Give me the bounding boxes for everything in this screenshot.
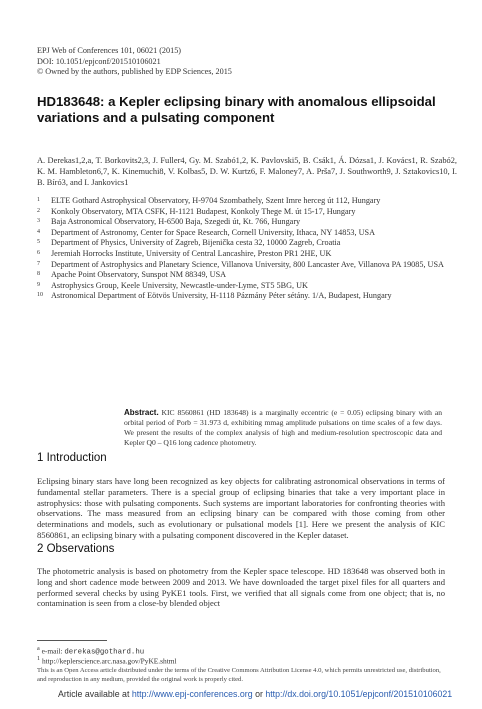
open-access-notice: This is an Open Access article distributed under the terms of the Creative Commons Attribution License 4.0, which permits unrestricted use, distribution, and reproduction in any medium, provided the original work is properly cited. bbox=[37, 667, 441, 683]
copyright-line: © Owned by the authors, published by EDP Sciences, 2015 bbox=[37, 67, 232, 76]
affiliation-item: 4 Department of Astronomy, Center for Space Research, Cornell University, Ithaca, NY 14853, USA bbox=[37, 227, 376, 237]
abstract-text: KIC 8560861 (HD 183648) is a marginally eccentric (e = 0.05) eclipsing binary with an orbital period of Porb = 31.973 d, exhibiting mmag amplitude pulsations on time scales of a few days. We present the results of the complex analysis of high and medium-resolution spectroscopic data and Kepler Q0 – Q16 long cadence photometry. bbox=[124, 408, 442, 447]
footnote-url: $^1$ http://keplerscience.arc.nasa.gov/PyKE.shtml bbox=[37, 656, 177, 666]
section-text-introduction: Eclipsing binary stars have long been recognized as key objects for calibrating astronomical observations in terms of fundamental stellar parameters. There is a special group of eclipsing binaries that take a very important place in astrophysics: those with pulsating components. Such systems are important laboratories for confronting theories with observations. The mass measured from an eclipsing binary can be compared with those coming from other determinations and models, such as evolutionary or pulsational models [1]. Here we present the analysis of KIC 8560861, an eclipsing binary with a pulsating component discovered in the Kepler dataset. bbox=[37, 476, 445, 540]
affiliation-item: 5 Department of Physics, University of Zagreb, Bijenička cesta 32, 10000 Zagreb, Croatia bbox=[37, 238, 341, 248]
footnote-divider bbox=[37, 640, 107, 641]
section-heading-observations: 2 Observations bbox=[37, 543, 115, 555]
affiliation-item: 10 Astronomical Department of Eötvös University, H-1118 Pázmány Péter sétány. 1/A, Budapest, Hungary bbox=[37, 291, 392, 301]
section-text-observations: The photometric analysis is based on photometry from the Kepler space telescope. HD 183648 was observed both in long and short cadence mode between 2009 and 2013. We have downloaded the target pixel files for all quarters and performed several checks by using PyKE1 tools. First, we verified that all signals come from one object; that is, no contamination is seen from a close-by blended object bbox=[37, 566, 445, 609]
abstract-label: Abstract. bbox=[124, 408, 159, 417]
journal-header bbox=[37, 46, 232, 78]
affiliation-item: 8 Apache Point Observatory, Sunspot NM 88349, USA bbox=[37, 270, 227, 280]
abstract bbox=[124, 408, 442, 448]
availability-line: Article available at http://www.epj-conferences.org or http://dx.doi.org/10.1051/epjconf/201510106021 bbox=[58, 689, 453, 699]
affiliation-item: 2 Konkoly Observatory, MTA CSFK, H-1121 Budapest, Konkoly Thege M. út 15-17, Hungary bbox=[37, 206, 356, 216]
journal-website-link[interactable]: http://www.epj-conferences.org bbox=[131, 689, 253, 699]
journal-citation: EPJ Web of Conferences 101, 06021 (2015) bbox=[37, 46, 182, 55]
affiliation-item: 7 Department of Astrophysics and Planetary Science, Villanova University, 800 Lancaster Ave, Villanova PA 19085, USA bbox=[37, 259, 444, 269]
affiliation-list bbox=[37, 196, 457, 302]
email-link[interactable]: derekas@gothard.hu bbox=[64, 648, 145, 657]
section-heading-introduction: 1 Introduction bbox=[37, 452, 107, 464]
doi-link[interactable]: http://dx.doi.org/10.1051/epjconf/201510106021 bbox=[265, 689, 453, 699]
paper-title: HD183648: a Kepler eclipsing binary with anomalous ellipsoidal variations and a pulsating component bbox=[37, 94, 436, 125]
affiliation-item: 9 Astrophysics Group, Keele University, Newcastle-under-Lyme, ST5 5BG, UK bbox=[37, 280, 308, 290]
doi-line: DOI: 10.1051/epjconf/201510106021 bbox=[37, 56, 161, 66]
email-label: e-mail: bbox=[41, 646, 65, 656]
affiliation-item: 1 ELTE Gothard Astrophysical Observatory, H-9704 Szombathely, Szent Imre herceg út 112, Hungary bbox=[37, 196, 381, 205]
pyke-url-link[interactable]: http://keplerscience.arc.nasa.gov/PyKE.shtml bbox=[41, 656, 177, 666]
footnote-email: $^a$ e-mail: derekas@gothard.hu bbox=[37, 646, 145, 657]
author-list: A. Derekas1,2,a, T. Borkovits2,3, J. Fuller4, Gy. M. Szabó1,2, K. Pavlovski5, B. Csák1, Á. Dózsa1, J. Kovács1, R. Szabó2, K. M. Hambleton6,7, K. Kinemuchi8, V. Kolbas5, D. W. Kurtz6, F. Maloney7, A. Prša7, J. Southworth9, J. Sztakovics10, I. B. Bíró3, and I. Jankovics1 bbox=[37, 156, 457, 187]
affiliation-item: 6 Jeremiah Horrocks Institute, University of Central Lancashire, Preston PR1 2HE, UK bbox=[37, 248, 332, 258]
affiliation-item: 3 Baja Astronomical Observatory, H-6500 Baja, Szegedi út, Kt. 766, Hungary bbox=[37, 217, 301, 227]
